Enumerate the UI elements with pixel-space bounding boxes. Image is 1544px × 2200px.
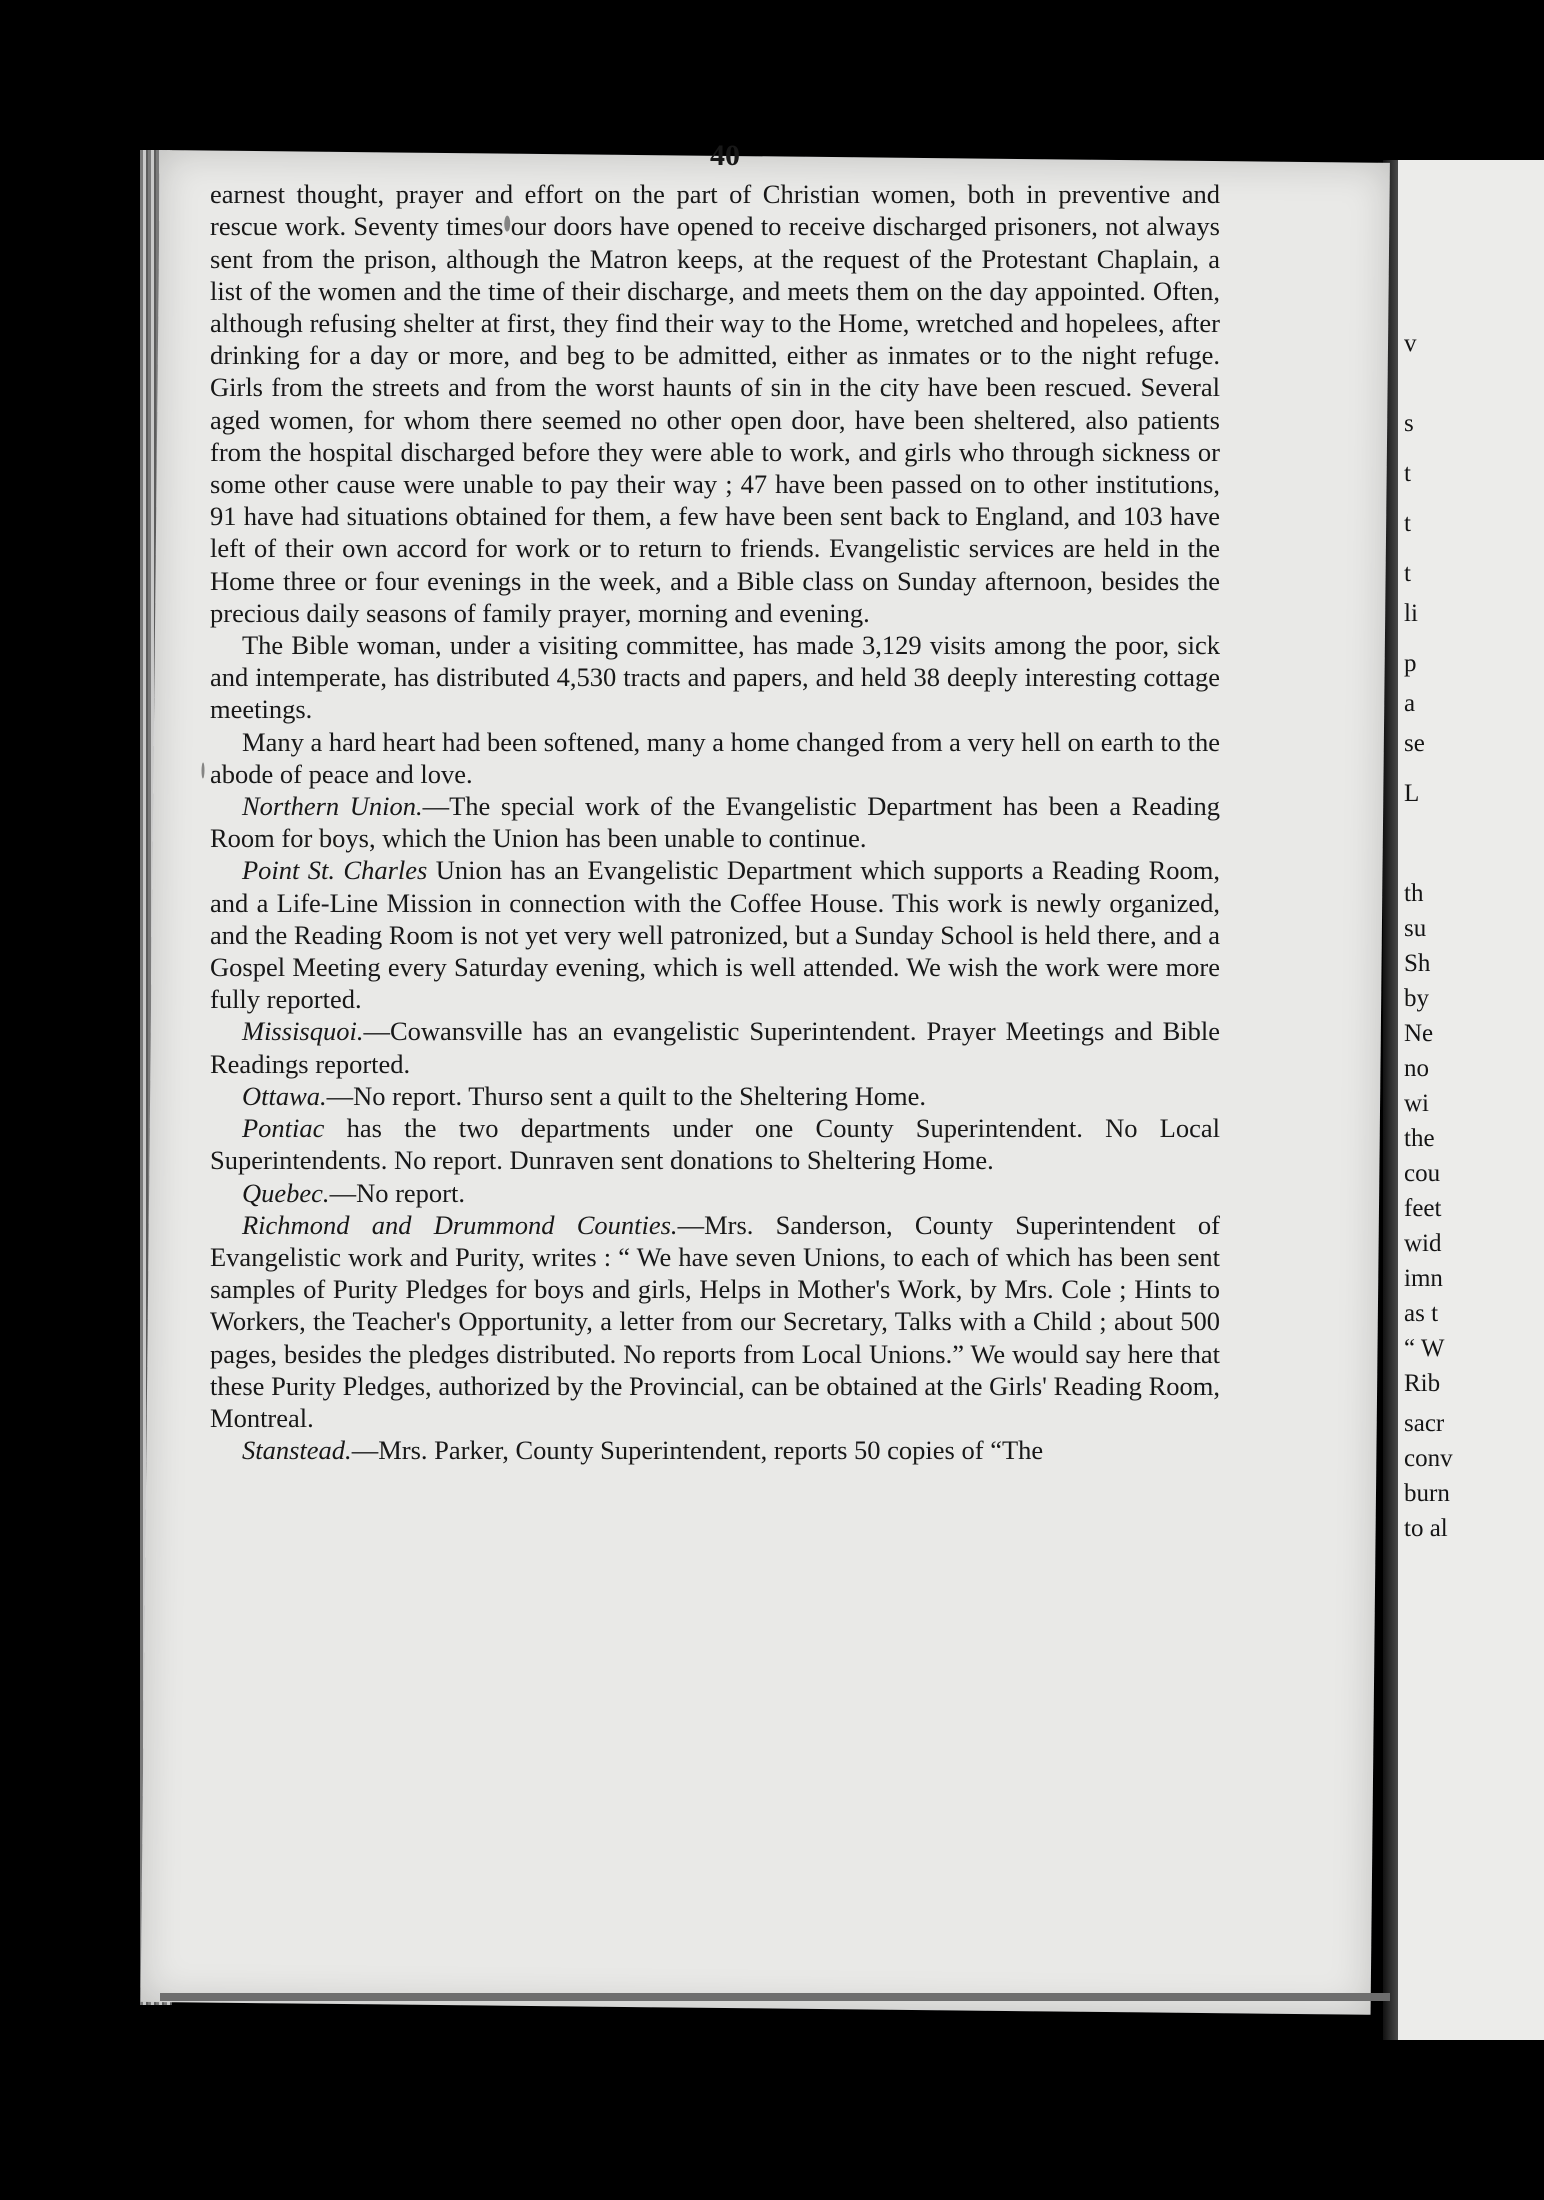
paragraph-text: —Mrs. Sanderson, County Superintendent of Evangelistic work and Purity, writes : “ We have seven Unions, to each of which has been sent samples of Purity Pledges for boys and girls, Helps in Mother's Work, by Mrs. Cole ; Hints to Workers, the Teacher's Opportunity, a letter from our Secretary, Talks with a Child ; about 500 pages, besides the pledges distributed. No reports from Local Unions.” We would say here that these Purity Pledges, authorized by the Provincial, can be obtained at the Girls' Reading Room, Montreal. (210, 1209, 1220, 1433)
paragraph (210, 178, 1220, 629)
right-page-text-fragment: imn (1404, 1265, 1443, 1292)
right-page-text-fragment: Rib (1404, 1370, 1441, 1397)
right-page-text-fragment: burn (1404, 1480, 1450, 1507)
paragraph (210, 1015, 1220, 1079)
paragraph (210, 1177, 1220, 1209)
right-page-text-fragment: wid (1404, 1230, 1442, 1257)
paragraph-text: Many a hard heart had been softened, many a home changed from a very hell on earth to the abode of peace and love. (210, 726, 1220, 789)
right-page-text-fragment: t (1404, 560, 1411, 587)
right-page-text-fragment: cou (1404, 1160, 1441, 1187)
right-page-text-fragment: L (1404, 780, 1420, 807)
section-label: Ottawa. (242, 1080, 327, 1111)
section-label: Missisquoi. (242, 1016, 364, 1047)
paragraph-text: The Bible woman, under a visiting committee, has made 3,129 visits among the poor, sick and intemperate, has distributed 4,530 tracts and papers, and held 38 deeply interesting cottage meetings. (210, 630, 1220, 725)
paragraph-text: —Mrs. Parker, County Superintendent, reports 50 copies of “The (351, 1435, 1044, 1466)
right-page-text-fragment: conv (1404, 1445, 1453, 1472)
section-label: Point St. Charles (242, 855, 428, 886)
paragraph (210, 1112, 1220, 1176)
paragraph-list (210, 178, 1220, 1466)
right-page-text-fragment: to al (1404, 1515, 1448, 1542)
right-page-text-fragment: the (1404, 1125, 1435, 1152)
right-page-text-fragment: Ne (1404, 1020, 1434, 1047)
right-page-text-fragment: su (1404, 915, 1427, 942)
section-label: Pontiac (242, 1113, 325, 1144)
section-label: Richmond and Drummond Counties. (242, 1209, 678, 1240)
section-label: Quebec. (242, 1177, 330, 1208)
page-text (210, 140, 1220, 1466)
paragraph (210, 629, 1220, 726)
right-page-text-fragment: t (1404, 460, 1411, 487)
paragraph (210, 1434, 1220, 1466)
section-label: Northern Union. (242, 791, 423, 822)
paragraph-text: —No report. (329, 1177, 465, 1208)
right-page-text-fragment: a (1404, 690, 1416, 717)
right-page-text-fragment: li (1404, 600, 1418, 627)
paragraph (210, 790, 1220, 854)
paragraph-text: —Cowansville has an evangelistic Superintendent. Prayer Meetings and Bible Readings reported. (210, 1016, 1220, 1079)
right-page-text-fragment: Sh (1404, 950, 1431, 977)
right-page-text-fragment: sacr (1404, 1410, 1445, 1437)
right-page-text-fragment: wi (1404, 1090, 1429, 1117)
page-bottom-edge (160, 1993, 1390, 2001)
right-page-text-fragment: se (1404, 730, 1425, 757)
page-number: 40 (710, 139, 740, 172)
right-page-text-fragment: feet (1404, 1195, 1442, 1222)
right-page-fragment (1398, 160, 1544, 2040)
right-page-text-fragment: no (1404, 1055, 1429, 1082)
ink-mark (201, 762, 204, 778)
right-page-text-fragment: by (1404, 985, 1429, 1012)
right-page-text-fragment: “ W (1404, 1335, 1445, 1362)
right-page-text-fragment: as t (1404, 1300, 1439, 1327)
paragraph-text: Union has an Evangelistic Department which supports a Reading Room, and a Life-Line Mission in connection with the Coffee House. This work is newly organized, and the Reading Room is not yet very well patronized, but a Sunday School is held there, and a Gospel Meeting every Saturday evening, which is well attended. We wish the work were more fully reported. (210, 855, 1220, 1015)
paragraph-text: has the two departments under one County Superintendent. No Local Superintendents. No report. Dunraven sent donations to Sheltering Home. (210, 1113, 1220, 1176)
paragraph (210, 1080, 1220, 1112)
paragraph (210, 726, 1220, 790)
paragraph-text: earnest thought, prayer and effort on the part of Christian women, both in preventive and rescue work. Seventy times our doors have opened to receive discharged prisoners, not always sent from the prison, although the Matron keeps, at the request of the Protestant Chaplain, a list of the women and the time of their discharge, and meets them on the day appointed. Often, although refusing shelter at first, they find their way to the Home, wretched and hopelees, after drinking for a day or more, and beg to be admitted, either as inmates or to the night refuge. Girls from the streets and from the worst haunts of sin in the city have been rescued. Several aged women, for whom there seemed no other open door, have been sheltered, also patients from the hospital discharged before they were able to work, and girls who through sickness or some other cause were unable to pay their way ; 47 have been passed on to other institutions, 91 have had situations obtained for them, a few have been sent back to England, and 103 have left of their own accord for work or to return to friends. Evangelistic services are held in the Home three or four evenings in the week, and a Bible class on Sunday afternoon, besides the precious daily seasons of family prayer, morning and evening. (210, 179, 1220, 628)
right-page-text-fragment: v (1404, 330, 1417, 357)
paragraph-text: —The special work of the Evangelistic Department has been a Reading Room for boys, which the Union has been unable to continue. (210, 791, 1220, 854)
section-label: Stanstead. (242, 1435, 352, 1466)
paragraph (210, 1209, 1220, 1434)
right-page-text-fragment: p (1404, 650, 1417, 677)
right-page-text-fragment: th (1404, 880, 1424, 907)
right-page-text-fragment: t (1404, 510, 1411, 537)
right-page-text-fragment: s (1404, 410, 1414, 437)
paragraph (210, 854, 1220, 1015)
paragraph-text: —No report. Thurso sent a quilt to the Sheltering Home. (326, 1080, 927, 1111)
